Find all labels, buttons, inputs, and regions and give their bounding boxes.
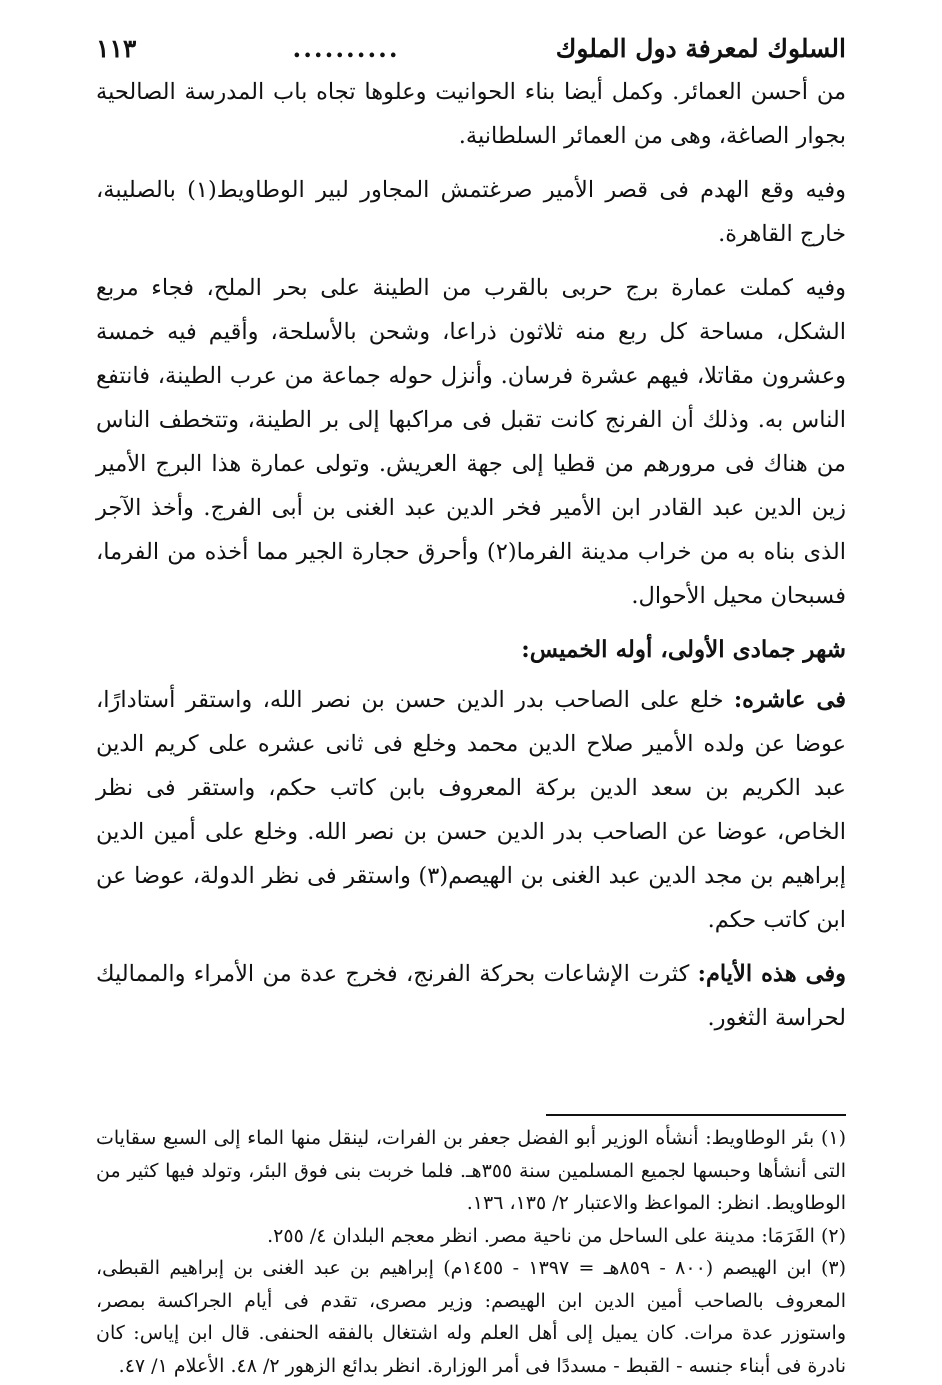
paragraph: وفيه وقع الهدم فى قصر الأمير صرغتمش المجاور لبير الوطاويط(١) بالصليبة، خارج القاهرة. bbox=[96, 177, 846, 247]
running-header bbox=[96, 30, 846, 68]
entry-text: خلع على الصاحب بدر الدين حسن بن نصر الله، واستقر أستادارًا، عوضا عن ولده الأمير صلاح الدين محمد وخلع فى ثانى عشره على كريم الدين عبد الكريم بن سعد الدين بركة المعروف بابن كاتب حكم، واستقر فى نظر الخاص، عوضا عن الصاحب بدر الدين حسن بن نصر الله. وخلع على أمين الدين إبراهيم بن مجد الدين عبد الغنى بن الهيصم(٣) واستقر فى نظر الدولة، عوضا عن ابن كاتب حكم. bbox=[96, 687, 846, 933]
footnote: (١) بئر الوطاويط: أنشأه الوزير أبو الفضل جعفر بن الفرات، لينقل منها الماء إلى السبع سقايات التى أنشأها وحبسها لجميع المسلمين سنة ٣٥٥هـ. فلما خربت بنى فوق البئر، وتولد فيها كثير من الوطاويط. انظر: المواعظ والاعتبار ٢/ ١٣٥، ١٣٦. bbox=[96, 1127, 846, 1214]
dated-entry bbox=[96, 952, 846, 1040]
footnote-divider bbox=[546, 1114, 846, 1116]
entry-text: كثرت الإشاعات بحركة الفرنج، فخرج عدة من الأمراء والمماليك لحراسة الثغور. bbox=[96, 961, 846, 1031]
footnote: (٢) الفَرَمَا: مدينة على الساحل من ناحية مصر. انظر معجم البلدان ٤/ ٢٥٥. bbox=[267, 1224, 846, 1247]
paragraph: وفيه كملت عمارة برج حربى بالقرب من الطينة على بحر الملح، فجاء مربع الشكل، مساحة كل ربع منه ثلاثون ذراعا، وشحن بالأسلحة، وأقيم فيه خمسة وعشرون مقاتلا، فيهم عشرة فرسان. وأنزل حوله جماعة من عرب الطينة، فانتفع الناس به. وذلك أن الفرنج كانت تقبل فى مراكبها إلى بر الطينة، وتتخطف الناس من هناك فى مرورهم من قطيا إلى جهة العريش. وتولى عمارة هذا البرج الأمير زين الدين عبد القادر ابن الأمير فخر الدين عبد الغنى بن أبى الفرج. وأخذ الآجر الذى بناه به من خراب مدينة الفرما(٢) وأحرق حجارة الجير مما أخذه من الفرما، فسبحان محيل الأحوال. bbox=[96, 275, 846, 609]
section-heading: شهر جمادى الأولى، أوله الخميس: bbox=[521, 636, 846, 663]
entry-lead: وفى هذه الأيام: bbox=[697, 961, 846, 987]
dated-entry bbox=[96, 678, 846, 942]
running-title: السلوك لمعرفة دول الملوك bbox=[555, 34, 846, 63]
page-number: ١١٣ bbox=[96, 34, 137, 63]
footnote: (٣) ابن الهيصم (٨٠٠ - ٨٥٩هـ = ١٣٩٧ - ١٤٥٥م) إبراهيم بن عبد الغنى بن إبراهيم القبطى، المعروف بالصاحب أمين الدين ابن الهيصم: وزير مصرى، تقدم فى أيام الجراكسة بمصر، واستوزر عدة مرات. كان يميل إلى أهل العلم وله اشتغال بالفقه الحنفى. قال ابن إياس: كان نادرة فى أبناء جنسه - القبط - مسددًا فى أمر الوزارة. انظر بدائع الزهور ٢/ ٤٨. الأعلام ١/ ٤٧. bbox=[96, 1257, 847, 1377]
header-dots: .......... bbox=[292, 34, 400, 63]
paragraph: من أحسن العمائر. وكمل أيضا بناء الحوانيت وعلوها تجاه باب المدرسة الصالحية بجوار الصاغة، وهى من العمائر السلطانية. bbox=[96, 79, 846, 149]
entry-lead: فى عاشره: bbox=[733, 687, 847, 713]
